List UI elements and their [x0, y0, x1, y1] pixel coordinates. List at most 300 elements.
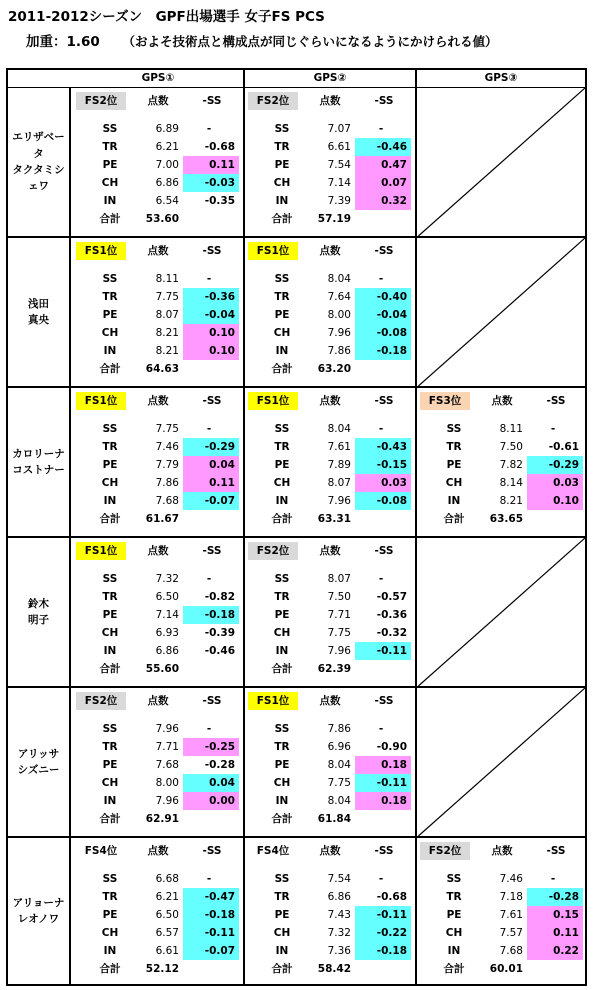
- total-label: 合計: [99, 213, 121, 225]
- component-row: [71, 720, 243, 738]
- component-diff: -: [378, 723, 384, 735]
- diagonal-line: [418, 538, 585, 686]
- page-subtitle: [8, 30, 498, 50]
- component-row: [71, 474, 243, 492]
- component-row: [243, 342, 415, 360]
- component-score: 7.54: [327, 159, 351, 171]
- total-score: 60.01: [489, 963, 523, 975]
- event-header-row: [243, 842, 415, 860]
- component-row: [71, 288, 243, 306]
- component-label: CH: [101, 777, 119, 789]
- component-score: 6.86: [155, 177, 179, 189]
- total-score: 63.31: [317, 513, 351, 525]
- component-row: [71, 270, 243, 288]
- component-row: [243, 774, 415, 792]
- component-score: 7.07: [327, 123, 351, 135]
- component-row: [243, 288, 415, 306]
- component-label: SS: [446, 873, 462, 885]
- score-header: 点数: [319, 545, 341, 557]
- total-score: 64.63: [145, 363, 179, 375]
- gps-cell: [415, 838, 585, 984]
- component-label: CH: [273, 327, 291, 339]
- component-label: SS: [102, 723, 118, 735]
- total-score: 62.91: [145, 813, 179, 825]
- component-diff: -0.18: [355, 942, 411, 960]
- total-label: 合計: [99, 363, 121, 375]
- component-row: [71, 870, 243, 888]
- component-label: CH: [273, 927, 291, 939]
- component-row: [243, 924, 415, 942]
- score-header: 点数: [491, 395, 513, 407]
- component-score: 6.21: [155, 141, 179, 153]
- component-diff: -: [378, 273, 384, 285]
- component-row: [243, 474, 415, 492]
- component-row: [243, 606, 415, 624]
- component-label: IN: [275, 645, 289, 657]
- component-label: CH: [273, 627, 291, 639]
- component-label: PE: [274, 609, 290, 621]
- component-score: 7.86: [327, 345, 351, 357]
- diff-header: -SS: [374, 545, 394, 557]
- component-diff: -0.07: [183, 492, 239, 510]
- event-header-row: [71, 842, 243, 860]
- component-label: TR: [102, 141, 118, 153]
- event-header-row: [71, 692, 243, 710]
- component-diff: -0.68: [204, 141, 235, 153]
- component-label: TR: [446, 441, 462, 453]
- component-diff: -0.43: [355, 438, 411, 456]
- total-label: 合計: [271, 963, 293, 975]
- diff-header: -SS: [374, 395, 394, 407]
- component-diff: -: [550, 423, 556, 435]
- component-label: CH: [273, 777, 291, 789]
- component-label: IN: [275, 195, 289, 207]
- total-score: 62.39: [317, 663, 351, 675]
- component-diff: -: [378, 873, 384, 885]
- score-header: 点数: [147, 95, 169, 107]
- component-row: [71, 492, 243, 510]
- rank-badge: FS2位: [76, 92, 126, 110]
- skater-name: エリザベータ タクタミシェワ: [8, 88, 71, 236]
- component-diff: -0.18: [183, 606, 239, 624]
- component-score: 8.21: [499, 495, 523, 507]
- component-label: SS: [102, 273, 118, 285]
- skater-name: カロリーナ コストナー: [8, 388, 71, 536]
- total-label: 合計: [99, 513, 121, 525]
- total-score: 58.42: [317, 963, 351, 975]
- diff-header: -SS: [202, 245, 222, 257]
- component-diff: 0.03: [355, 474, 411, 492]
- component-score: 7.71: [327, 609, 351, 621]
- component-row: [243, 756, 415, 774]
- component-diff: 0.11: [527, 924, 583, 942]
- component-label: IN: [103, 345, 117, 357]
- component-score: 6.68: [155, 873, 179, 885]
- component-label: PE: [274, 309, 290, 321]
- component-label: IN: [275, 795, 289, 807]
- component-diff: -0.15: [355, 456, 411, 474]
- skater-block: [8, 688, 585, 838]
- component-diff: -0.57: [376, 591, 407, 603]
- component-label: IN: [447, 495, 461, 507]
- total-row: [243, 660, 415, 678]
- component-score: 7.46: [499, 873, 523, 885]
- skater-name: 鈴木 明子: [8, 538, 71, 686]
- component-score: 6.50: [155, 909, 179, 921]
- component-score: 7.18: [499, 891, 523, 903]
- component-row: [71, 192, 243, 210]
- component-label: PE: [102, 159, 118, 171]
- component-row: [243, 156, 415, 174]
- component-score: 8.21: [155, 345, 179, 357]
- gps-cell: [415, 388, 585, 536]
- component-label: SS: [274, 123, 290, 135]
- score-header: 点数: [147, 245, 169, 257]
- component-diff: 0.11: [183, 474, 239, 492]
- component-row: [243, 438, 415, 456]
- component-score: 7.82: [499, 459, 523, 471]
- gps-cell: [71, 688, 245, 836]
- component-label: PE: [446, 459, 462, 471]
- component-score: 7.54: [327, 873, 351, 885]
- total-label: 合計: [271, 663, 293, 675]
- component-diff: 0.04: [183, 456, 239, 474]
- component-row: [71, 606, 243, 624]
- component-score: 6.50: [155, 591, 179, 603]
- total-label: 合計: [99, 963, 121, 975]
- diff-header: -SS: [374, 245, 394, 257]
- component-row: [415, 474, 585, 492]
- diff-header: -SS: [546, 845, 566, 857]
- rank-badge: FS2位: [248, 542, 298, 560]
- component-row: [71, 588, 243, 606]
- component-row: [415, 456, 585, 474]
- component-score: 7.96: [327, 495, 351, 507]
- diagonal-line: [418, 238, 585, 386]
- total-label: 合計: [99, 663, 121, 675]
- component-row: [243, 642, 415, 660]
- component-score: 7.75: [327, 777, 351, 789]
- diff-header: -SS: [202, 695, 222, 707]
- total-row: [243, 360, 415, 378]
- component-row: [71, 438, 243, 456]
- component-diff: -0.08: [355, 492, 411, 510]
- component-score: 7.32: [155, 573, 179, 585]
- component-row: [71, 342, 243, 360]
- component-diff: -0.32: [376, 627, 407, 639]
- rank-badge: FS2位: [248, 92, 298, 110]
- component-row: [243, 456, 415, 474]
- rank-badge: FS2位: [420, 842, 470, 860]
- diff-header: -SS: [202, 545, 222, 557]
- component-label: SS: [274, 723, 290, 735]
- component-label: TR: [274, 741, 290, 753]
- total-label: 合計: [271, 513, 293, 525]
- score-header: 点数: [319, 395, 341, 407]
- component-score: 7.61: [327, 441, 351, 453]
- component-score: 7.71: [155, 741, 179, 753]
- rank-badge: FS1位: [248, 692, 298, 710]
- component-score: 8.00: [327, 309, 351, 321]
- component-diff: -0.90: [376, 741, 407, 753]
- component-score: 7.86: [155, 477, 179, 489]
- score-header: 点数: [147, 845, 169, 857]
- skater-block: [8, 388, 585, 538]
- component-row: [243, 942, 415, 960]
- component-label: SS: [102, 573, 118, 585]
- component-row: [71, 570, 243, 588]
- total-row: [71, 810, 243, 828]
- component-score: 8.14: [499, 477, 523, 489]
- component-score: 6.86: [327, 891, 351, 903]
- component-row: [243, 888, 415, 906]
- component-label: CH: [273, 177, 291, 189]
- component-label: CH: [101, 177, 119, 189]
- rank-badge: FS4位: [84, 845, 118, 857]
- component-row: [71, 324, 243, 342]
- component-score: 6.57: [155, 927, 179, 939]
- score-grid: [6, 68, 587, 986]
- weight-label: 加重：1.60: [26, 34, 100, 50]
- empty-cell-diagonal: [415, 238, 585, 386]
- gps-cell: [71, 88, 245, 236]
- total-label: 合計: [443, 963, 465, 975]
- component-label: TR: [274, 891, 290, 903]
- total-score: 53.60: [145, 213, 179, 225]
- total-row: [243, 510, 415, 528]
- rank-badge: FS1位: [248, 242, 298, 260]
- component-diff: -0.36: [183, 288, 239, 306]
- component-score: 8.07: [327, 477, 351, 489]
- component-row: [71, 138, 243, 156]
- component-score: 8.04: [327, 759, 351, 771]
- component-label: TR: [102, 591, 118, 603]
- component-diff: 0.00: [183, 792, 239, 810]
- event-header-row: [71, 542, 243, 560]
- total-row: [71, 660, 243, 678]
- component-score: 6.96: [327, 741, 351, 753]
- rank-badge: FS1位: [248, 392, 298, 410]
- component-label: TR: [102, 291, 118, 303]
- component-diff: 0.32: [355, 192, 411, 210]
- component-diff: -: [206, 723, 212, 735]
- component-score: 7.64: [327, 291, 351, 303]
- component-diff: -0.46: [204, 645, 235, 657]
- gps-cell: [415, 88, 585, 236]
- event-header-row: [415, 392, 585, 410]
- component-diff: 0.10: [183, 342, 239, 360]
- skater-name: 浅田 真央: [8, 238, 71, 386]
- component-label: IN: [275, 495, 289, 507]
- component-row: [415, 870, 585, 888]
- component-score: 7.79: [155, 459, 179, 471]
- event-header-row: [243, 542, 415, 560]
- total-row: [71, 360, 243, 378]
- component-score: 7.96: [327, 645, 351, 657]
- skater-block: [8, 838, 585, 984]
- component-row: [415, 438, 585, 456]
- component-diff: -0.29: [527, 456, 583, 474]
- component-diff: -0.07: [183, 942, 239, 960]
- component-row: [243, 570, 415, 588]
- total-label: 合計: [271, 813, 293, 825]
- total-score: 61.84: [317, 813, 351, 825]
- column-header-gps3: GPS③: [484, 72, 518, 84]
- component-diff: -0.29: [183, 438, 239, 456]
- component-diff: -0.04: [355, 306, 411, 324]
- column-header-gps1: GPS①: [73, 70, 245, 87]
- component-score: 7.89: [327, 459, 351, 471]
- component-label: SS: [102, 423, 118, 435]
- component-row: [71, 942, 243, 960]
- component-row: [243, 324, 415, 342]
- rank-badge: FS1位: [76, 392, 126, 410]
- component-row: [71, 120, 243, 138]
- total-score: 61.67: [145, 513, 179, 525]
- total-row: [243, 960, 415, 978]
- total-score: 63.65: [489, 513, 523, 525]
- component-row: [71, 306, 243, 324]
- component-row: [243, 306, 415, 324]
- component-score: 7.68: [499, 945, 523, 957]
- component-score: 7.14: [155, 609, 179, 621]
- score-header: 点数: [319, 695, 341, 707]
- column-header-row: [8, 70, 585, 88]
- gps-cell: [71, 238, 245, 386]
- component-row: [415, 924, 585, 942]
- score-header: 点数: [319, 245, 341, 257]
- column-header-gps2: GPS②: [245, 70, 417, 87]
- score-header: 点数: [147, 545, 169, 557]
- component-diff: -: [206, 423, 212, 435]
- rank-badge: FS2位: [76, 692, 126, 710]
- component-diff: -0.82: [204, 591, 235, 603]
- total-score: 55.60: [145, 663, 179, 675]
- component-score: 8.04: [327, 795, 351, 807]
- skater-block: [8, 538, 585, 688]
- score-header: 点数: [147, 395, 169, 407]
- rank-badge: FS3位: [420, 392, 470, 410]
- component-label: TR: [102, 441, 118, 453]
- component-label: PE: [102, 909, 118, 921]
- component-label: IN: [103, 495, 117, 507]
- component-row: [243, 738, 415, 756]
- gps-cell: [243, 538, 417, 686]
- event-header-row: [243, 92, 415, 110]
- component-score: 7.00: [155, 159, 179, 171]
- component-score: 7.50: [499, 441, 523, 453]
- page-title: 2011-2012シーズン GPF出場選手 女子FS PCS: [8, 9, 325, 25]
- component-diff: -: [206, 273, 212, 285]
- gps-cell: [415, 688, 585, 836]
- component-score: 7.32: [327, 927, 351, 939]
- skater-name: アリッサ シズニー: [8, 688, 71, 836]
- component-label: TR: [274, 291, 290, 303]
- component-row: [243, 906, 415, 924]
- component-score: 7.14: [327, 177, 351, 189]
- component-diff: 0.11: [183, 156, 239, 174]
- component-label: SS: [102, 873, 118, 885]
- component-row: [243, 792, 415, 810]
- total-row: [243, 810, 415, 828]
- gps-cell: [71, 838, 245, 984]
- component-row: [415, 942, 585, 960]
- component-diff: -: [206, 123, 212, 135]
- gps-cell: [415, 538, 585, 686]
- component-score: 7.57: [499, 927, 523, 939]
- event-header-row: [243, 392, 415, 410]
- component-score: 7.36: [327, 945, 351, 957]
- component-diff: -0.11: [355, 642, 411, 660]
- component-row: [415, 888, 585, 906]
- component-row: [71, 642, 243, 660]
- component-diff: 0.47: [355, 156, 411, 174]
- component-label: TR: [102, 741, 118, 753]
- component-score: 8.00: [155, 777, 179, 789]
- component-score: 6.93: [155, 627, 179, 639]
- component-diff: -0.25: [183, 738, 239, 756]
- component-row: [243, 120, 415, 138]
- component-diff: -: [378, 573, 384, 585]
- component-score: 7.46: [155, 441, 179, 453]
- event-header-row: [71, 392, 243, 410]
- component-row: [71, 888, 243, 906]
- total-score: 57.19: [317, 213, 351, 225]
- component-label: SS: [274, 873, 290, 885]
- event-header-row: [415, 842, 585, 860]
- component-label: SS: [274, 423, 290, 435]
- component-row: [71, 906, 243, 924]
- component-score: 6.54: [155, 195, 179, 207]
- component-row: [243, 138, 415, 156]
- component-diff: -0.28: [204, 759, 235, 771]
- diff-header: -SS: [374, 845, 394, 857]
- component-diff: -: [378, 123, 384, 135]
- component-score: 7.96: [327, 327, 351, 339]
- component-label: CH: [101, 477, 119, 489]
- diff-header: -SS: [374, 695, 394, 707]
- diff-header: -SS: [202, 845, 222, 857]
- component-row: [71, 924, 243, 942]
- empty-cell-diagonal: [415, 88, 585, 236]
- rank-badge: FS1位: [76, 542, 126, 560]
- component-row: [71, 156, 243, 174]
- component-score: 8.04: [327, 273, 351, 285]
- diff-header: -SS: [374, 95, 394, 107]
- component-label: CH: [101, 627, 119, 639]
- component-label: IN: [447, 945, 461, 957]
- component-diff: -0.36: [376, 609, 407, 621]
- gps-cell: [243, 88, 417, 236]
- component-diff: -0.61: [548, 441, 579, 453]
- component-score: 6.61: [327, 141, 351, 153]
- component-label: CH: [273, 477, 291, 489]
- total-row: [243, 210, 415, 228]
- component-label: PE: [102, 609, 118, 621]
- component-row: [415, 492, 585, 510]
- component-score: 8.04: [327, 423, 351, 435]
- component-score: 7.39: [327, 195, 351, 207]
- component-label: IN: [275, 345, 289, 357]
- skater-name: アリョーナ レオノワ: [8, 838, 71, 984]
- component-diff: -0.47: [183, 888, 239, 906]
- component-diff: 0.15: [527, 906, 583, 924]
- component-diff: -0.35: [204, 195, 235, 207]
- diff-header: -SS: [546, 395, 566, 407]
- component-label: CH: [101, 927, 119, 939]
- component-row: [243, 588, 415, 606]
- component-score: 7.96: [155, 723, 179, 735]
